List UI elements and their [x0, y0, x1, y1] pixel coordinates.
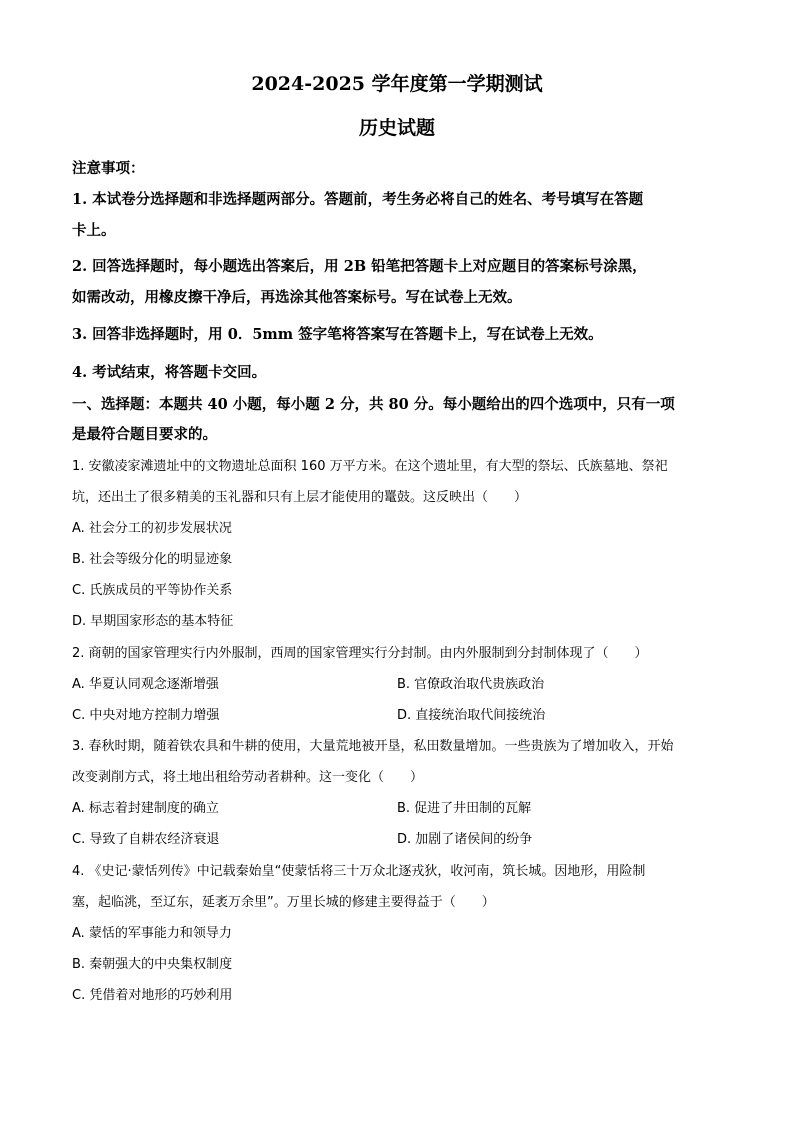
question-3-option-b: B. 促进了井田制的瓦解	[397, 801, 532, 816]
question-3-options-row-2	[72, 830, 732, 850]
notice-item-3: 3. 回答非选择题时，用 0．5mm 签字笔将答案写在答题卡上，写在试卷上无效。	[72, 326, 603, 343]
question-2-stem: 2. 商朝的国家管理实行内外服制，西周的国家管理实行分封制。由内外服制到分封制体现了（ ）	[72, 646, 648, 661]
section-heading-line-2: 是最符合题目要求的。	[72, 426, 217, 443]
question-4-option-b: B. 秦朝强大的中央集权制度	[72, 957, 233, 972]
question-3-stem-line-1: 3. 春秋时期，随着铁农具和牛耕的使用，大量荒地被开垦，私田数量增加。一些贵族为了增加收入，开始	[72, 739, 674, 754]
question-2-options-row-1	[72, 675, 732, 695]
section-heading-line-1: 一、选择题：本题共 40 小题，每小题 2 分，共 80 分。每小题给出的四个选项中，只有一项	[72, 396, 675, 413]
question-1-option-a: A. 社会分工的初步发展状况	[72, 521, 232, 536]
exam-title: 2024-2025 学年度第一学期测试	[251, 73, 543, 95]
question-2-option-c: C. 中央对地方控制力增强	[72, 708, 220, 723]
question-2-option-a: A. 华夏认同观念逐渐增强	[72, 677, 219, 692]
question-1-option-c: C. 氏族成员的平等协作关系	[72, 583, 233, 598]
notice-item-4: 4. 考试结束，将答题卡交回。	[72, 364, 267, 381]
question-1-stem-line-1: 1. 安徽凌家滩遗址中的文物遗址总面积 160 万平方米。在这个遗址里，有大型的祭坛、氏族墓地、祭祀	[72, 459, 668, 474]
notice-item-2-line-1: 2. 回答选择题时，每小题选出答案后，用 2B 铅笔把答题卡上对应题目的答案标号涂黑，	[72, 258, 647, 275]
question-3-option-c: C. 导致了自耕农经济衰退	[72, 832, 220, 847]
question-2-option-d: D. 直接统治取代间接统治	[397, 708, 546, 723]
notice-item-2-line-2: 如需改动，用橡皮擦干净后，再选涂其他答案标号。写在试卷上无效。	[72, 289, 522, 306]
question-4-option-c: C. 凭借着对地形的巧妙利用	[72, 988, 233, 1003]
question-3-options-row-1	[72, 799, 732, 819]
question-4-stem-line-1: 4. 《史记·蒙恬列传》中记载秦始皇“使蒙恬将三十万众北逐戎狄，收河南，筑长城。因地形，用险制	[72, 864, 646, 879]
notice-item-1-line-1: 1. 本试卷分选择题和非选择题两部分。答题前，考生务必将自己的姓名、考号填写在答题	[72, 191, 644, 208]
question-4-option-a: A. 蒙恬的军事能力和领导力	[72, 926, 232, 941]
question-2-options-row-2	[72, 706, 732, 726]
notice-item-1-line-2: 卡上。	[72, 222, 116, 239]
notice-heading: 注意事项：	[72, 160, 145, 177]
question-4-stem-line-2: 塞，起临洮，至辽东，延袤万余里”。万里长城的修建主要得益于（ ）	[72, 895, 495, 910]
question-1-option-d: D. 早期国家形态的基本特征	[72, 614, 234, 629]
question-2-option-b: B. 官僚政治取代贵族政治	[397, 677, 545, 692]
question-3-option-d: D. 加剧了诸侯间的纷争	[397, 832, 533, 847]
question-1-stem-line-2: 坑，还出土了很多精美的玉礼器和只有上层才能使用的鼍鼓。这反映出（ ）	[72, 490, 528, 505]
question-1-option-b: B. 社会等级分化的明显迹象	[72, 552, 233, 567]
question-3-stem-line-2: 改变剥削方式，将土地出租给劳动者耕种。这一变化（ ）	[72, 770, 424, 785]
exam-subtitle: 历史试题	[358, 117, 435, 139]
question-3-option-a: A. 标志着封建制度的确立	[72, 801, 219, 816]
